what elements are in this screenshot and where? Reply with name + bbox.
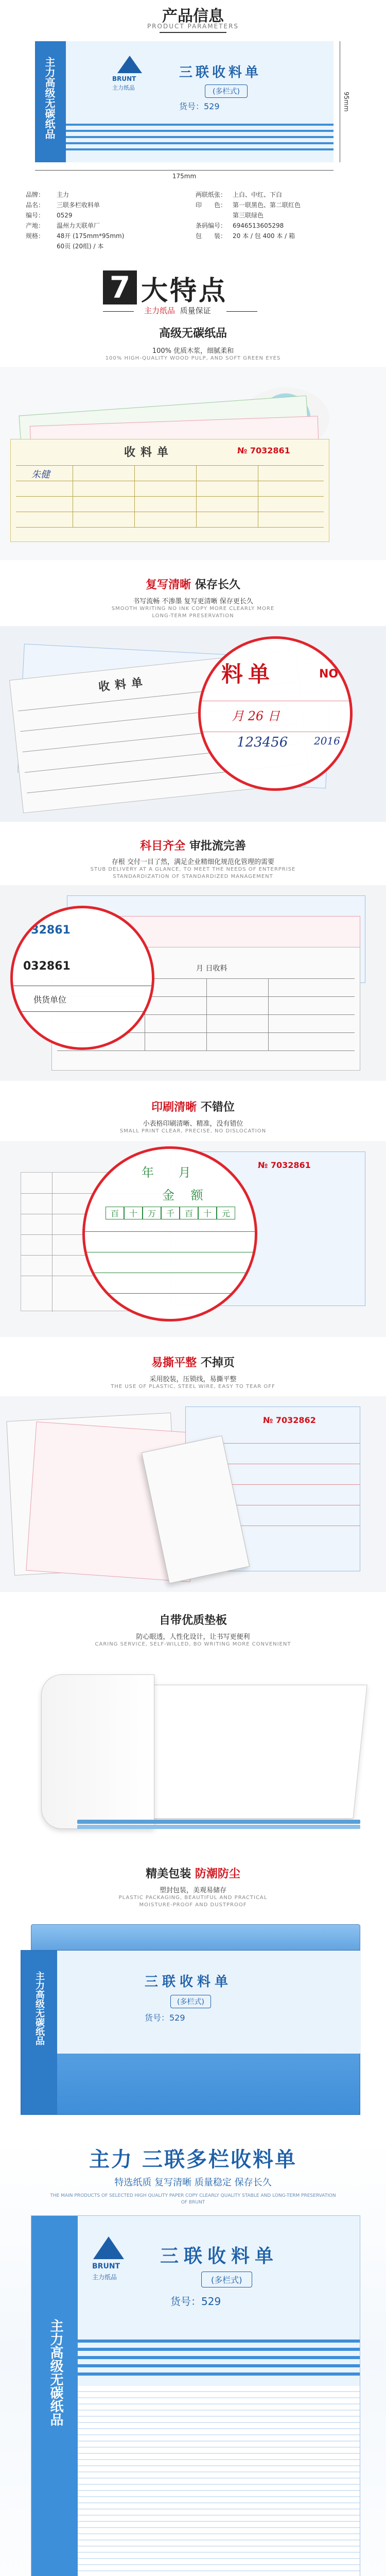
zoom-number: 032861 <box>23 924 71 937</box>
spec-row <box>196 231 360 241</box>
spec-key <box>196 210 233 221</box>
zoom-date: 月 26 日 <box>232 709 280 723</box>
feature2-image <box>0 626 386 822</box>
spec-key: 产地： <box>26 222 45 229</box>
sheet-yellow <box>10 439 329 542</box>
feature3-desc: 存根 交付一目了然，满足企业精细化规范化管理的需要 <box>111 858 275 866</box>
book-logo-sub: 主力纸品 <box>92 2274 117 2281</box>
feature3-title-black: 审批流完善 <box>189 840 246 853</box>
receipt-cover-image <box>35 41 334 162</box>
cover-stripe <box>66 148 334 150</box>
book-stripe <box>78 2340 360 2343</box>
book-stripe <box>78 2356 360 2359</box>
feature6-desc: 防心眼透，人性化设计，让书写更便利 <box>136 1633 250 1641</box>
digit-cell: 万 <box>143 1207 161 1219</box>
spec-value: 0529 <box>57 212 73 219</box>
final-banner <box>0 2138 386 2576</box>
digit-cell: 百 <box>180 1207 198 1219</box>
cover-title: 三联收料单 <box>179 65 262 80</box>
feature1-title: 高级无碳纸品 <box>159 327 227 340</box>
grid-line <box>13 1011 152 1012</box>
book-side-text: 主力高级无碳纸品 <box>48 2319 63 2426</box>
zoom-supplier-label: 供货单位 <box>33 995 67 1005</box>
spec-row <box>196 221 360 231</box>
grid-line <box>16 465 324 466</box>
feature6-en: CARING SERVICE, SELF-WILLED, BO WRITING MORE CONVENIENT <box>95 1641 291 1647</box>
spec-key <box>26 241 57 251</box>
grid-line <box>16 496 324 497</box>
spec-value: 60页 (20组) / 本 <box>57 243 104 250</box>
cover-stripe <box>66 142 334 144</box>
spec-row <box>26 190 180 200</box>
pack-number: 货号：529 <box>145 2013 185 2023</box>
final-en: THE MAIN PRODUCTS OF SELECTED HIGH QUALITY PAPER COPY CLEARLY QUALITY STABLE AND LONG-TERM PRESERVATION OF BRUNT <box>50 2193 336 2205</box>
zoom-title: 料单 <box>221 662 275 687</box>
feature7-title <box>0 1865 386 1881</box>
grid-line <box>57 1050 355 1051</box>
feature3-en-2: STANDARDIZATION OF STANDARDIZED MANAGEMENT <box>113 874 273 879</box>
feature1-desc: 100% 优质木浆，细腻柔和 <box>152 347 234 355</box>
feature3-en-1: STUB DELIVERY AT A GLANCE, TO MEET THE NEEDS OF ENTERPRISE <box>90 867 296 872</box>
cover-stripe <box>66 136 334 138</box>
spec-key: 规格： <box>26 232 45 240</box>
digit-cell: 元 <box>217 1207 235 1219</box>
spec-row <box>196 210 360 221</box>
book-stack <box>78 2386 360 2576</box>
spec-value: 第三联绿色 <box>233 212 264 219</box>
book-cover-sub: (多栏式) <box>201 2272 252 2287</box>
feature4-title-red: 印刷清晰 <box>151 1101 197 1114</box>
book-stripe <box>78 2372 360 2376</box>
book-stripe <box>78 2364 360 2367</box>
width-dimension: 175mm <box>35 170 334 180</box>
grid-line <box>85 1293 255 1294</box>
spec-value: 第一联黑色、第二联红色 <box>233 201 301 209</box>
feature7-title-black: 精美包装 <box>146 1868 191 1880</box>
spec-key: 编号： <box>26 212 45 219</box>
cover-number: 货号：529 <box>179 101 220 111</box>
feature1-image <box>0 367 386 560</box>
cover-stripe <box>66 124 334 126</box>
feature7-title-red: 防潮防尘 <box>195 1868 240 1880</box>
feature7-image <box>0 1914 386 2125</box>
zoom-no: NO <box>319 668 339 681</box>
final-title: 主力 三联多栏收料单 <box>89 2148 297 2172</box>
feature4-desc: 小表格印刷清晰、精准，没有错位 <box>143 1120 243 1128</box>
cover-stripe <box>66 130 334 132</box>
feature7-en-1: PLASTIC PACKAGING, BEAUTIFUL AND PRACTICAL <box>118 1895 268 1901</box>
feature1-en: 100% HIGH-QUALITY WOOD PULP, AND SOFT GREEN EYES <box>105 355 281 361</box>
product-info-section <box>0 0 386 263</box>
zoom-year: 2016 <box>314 735 340 747</box>
grid-line <box>206 978 207 1050</box>
zoom-magnifier <box>198 636 353 791</box>
pack-subtitle: (多栏式) <box>170 1995 211 2008</box>
feature2-title-black: 保存长久 <box>195 579 240 591</box>
digit-cell: 十 <box>124 1207 143 1219</box>
zoom-number: 123456 <box>237 735 288 750</box>
feature7-en-2: MOISTURE-PROOF AND DUSTPROOF <box>139 1902 247 1908</box>
features-subtitle-b: 质量保证 <box>180 306 211 315</box>
book-cover-title: 三联收料单 <box>160 2246 279 2267</box>
features-title: 大特点 <box>141 276 228 307</box>
feature6-image <box>0 1654 386 1844</box>
digit-cell: 千 <box>161 1207 180 1219</box>
receipt-title: 收料单 <box>124 446 174 459</box>
logo-text: BRUNT <box>112 75 136 82</box>
spec-row <box>26 221 180 231</box>
spec-row <box>26 200 180 210</box>
feature3-title <box>0 837 386 853</box>
feature3-image <box>0 885 386 1081</box>
feature2-en-1: SMOOTH WRITING NO INK COPY MORE CLEARLY MORE <box>111 606 275 612</box>
feature5-title-black: 不掉页 <box>200 1357 235 1369</box>
feature4-en: SMALL PRINT CLEAR, PRECISE, NO DISLOCATION <box>119 1128 267 1134</box>
feature2-desc: 书写流畅 不渗墨 复写更清晰 保存更长久 <box>133 598 253 605</box>
pad-edge <box>77 1820 360 1824</box>
pack-title: 三联收料单 <box>145 1974 233 1990</box>
spec-value: 上白、中红、下白 <box>233 191 283 198</box>
zoom-amount: 金 额 <box>162 1188 209 1202</box>
title-underline <box>160 32 226 33</box>
feature5-title-red: 易撕平整 <box>151 1357 197 1369</box>
spec-value: 主力 <box>57 191 69 198</box>
spec-value: 6946513605298 <box>233 222 284 229</box>
receipt-number: № 7032861 <box>237 446 290 455</box>
grid-line <box>16 527 324 528</box>
features-deco-line <box>103 311 134 312</box>
spec-col-left <box>26 190 180 251</box>
feature4-title <box>0 1098 386 1114</box>
spec-col-right <box>196 190 360 241</box>
feature3-title-red: 科目齐全 <box>140 840 186 853</box>
feature5-title <box>0 1354 386 1370</box>
date-label: 月 日收料 <box>196 964 227 973</box>
spec-key: 条码编号： <box>196 222 227 229</box>
spec-value: 三联多栏收料单 <box>57 201 100 209</box>
feature5-en: THE USE OF PLASTIC, STEEL WIRE, EASY TO TEAR OFF <box>111 1384 275 1389</box>
zoom-number-2: 032861 <box>23 960 71 973</box>
spec-value: 20 本 / 包 400 本 / 箱 <box>233 232 295 240</box>
book-logo-text: BRUNT <box>92 2262 120 2270</box>
features-deco-line <box>226 311 257 312</box>
grid-line <box>268 978 269 1050</box>
spec-row <box>26 231 180 241</box>
zoom-digit-row <box>106 1207 235 1219</box>
cover-side-band <box>35 41 66 162</box>
features-subtitle-a: 主力纸品 <box>144 306 176 315</box>
spec-value: 48开 (175mm*95mm) <box>57 232 125 240</box>
spec-key: 品牌： <box>26 191 45 198</box>
logo-sub: 主力纸品 <box>112 84 135 91</box>
receipt-number: № 7032861 <box>258 1160 311 1170</box>
pack-side-text: 主力高级无碳纸品 <box>34 1971 45 2045</box>
grid-line <box>134 465 135 527</box>
digit-cell: 十 <box>198 1207 217 1219</box>
feature4-title-black: 不错位 <box>200 1101 235 1114</box>
book-stripe <box>78 2348 360 2351</box>
feature2-title-red: 复写清晰 <box>146 579 191 591</box>
features-number-badge: 7 <box>103 270 137 304</box>
spec-key: 两联纸张： <box>196 191 227 198</box>
spec-key: 印 色： <box>196 201 227 209</box>
cover-side-text: 主力高级无碳纸品 <box>43 57 56 139</box>
feature7-desc: 塑封包装，美观易储存 <box>159 1887 226 1894</box>
spec-row <box>26 241 180 251</box>
receipt-number: № 7032862 <box>263 1415 316 1425</box>
features-subtitle <box>144 305 211 316</box>
feature5-image <box>0 1396 386 1592</box>
zoom-header: 年 月 <box>142 1165 201 1180</box>
zoom-magnifier <box>10 906 154 1050</box>
spec-value: 温州力天联单厂 <box>57 222 100 229</box>
spec-row <box>196 190 360 200</box>
book-cover-number: 货号：529 <box>170 2295 221 2308</box>
book-cover <box>31 2215 360 2576</box>
brunt-logo-icon <box>93 2236 124 2259</box>
handwriting-text: 朱健 <box>31 469 50 480</box>
pad-curled-page <box>41 1674 154 1829</box>
product-info-title-en: PRODUCT PARAMETERS <box>147 23 239 30</box>
digit-cell: 百 <box>106 1207 124 1219</box>
grid-line <box>196 465 197 527</box>
spec-key: 包 装： <box>196 232 227 240</box>
spec-row <box>26 210 180 221</box>
spec-key: 品名： <box>26 201 45 209</box>
brunt-logo-icon <box>117 56 142 73</box>
feature2-title <box>0 576 386 592</box>
grid-line <box>85 1231 255 1232</box>
feature4-image <box>0 1141 386 1337</box>
spec-row <box>196 200 360 210</box>
product-info-title: 产品信息 <box>162 7 224 25</box>
zoom-magnifier <box>82 1146 257 1321</box>
pack-body <box>21 1950 360 2115</box>
feature5-desc: 采用胶装，压锁线，易撕平整 <box>149 1376 237 1383</box>
receipt-title: 收料单 <box>98 675 149 694</box>
feature2-en-2: LONG-TERM PRESERVATION <box>152 613 234 619</box>
height-dimension: 95mm <box>340 41 350 162</box>
feature6-title: 自带优质垫板 <box>159 1614 227 1627</box>
final-desc: 特选纸质 复写清晰 质量稳定 保存长久 <box>114 2177 272 2188</box>
cover-subtitle: (多栏式) <box>205 84 248 98</box>
pad-edge <box>77 1825 360 1829</box>
